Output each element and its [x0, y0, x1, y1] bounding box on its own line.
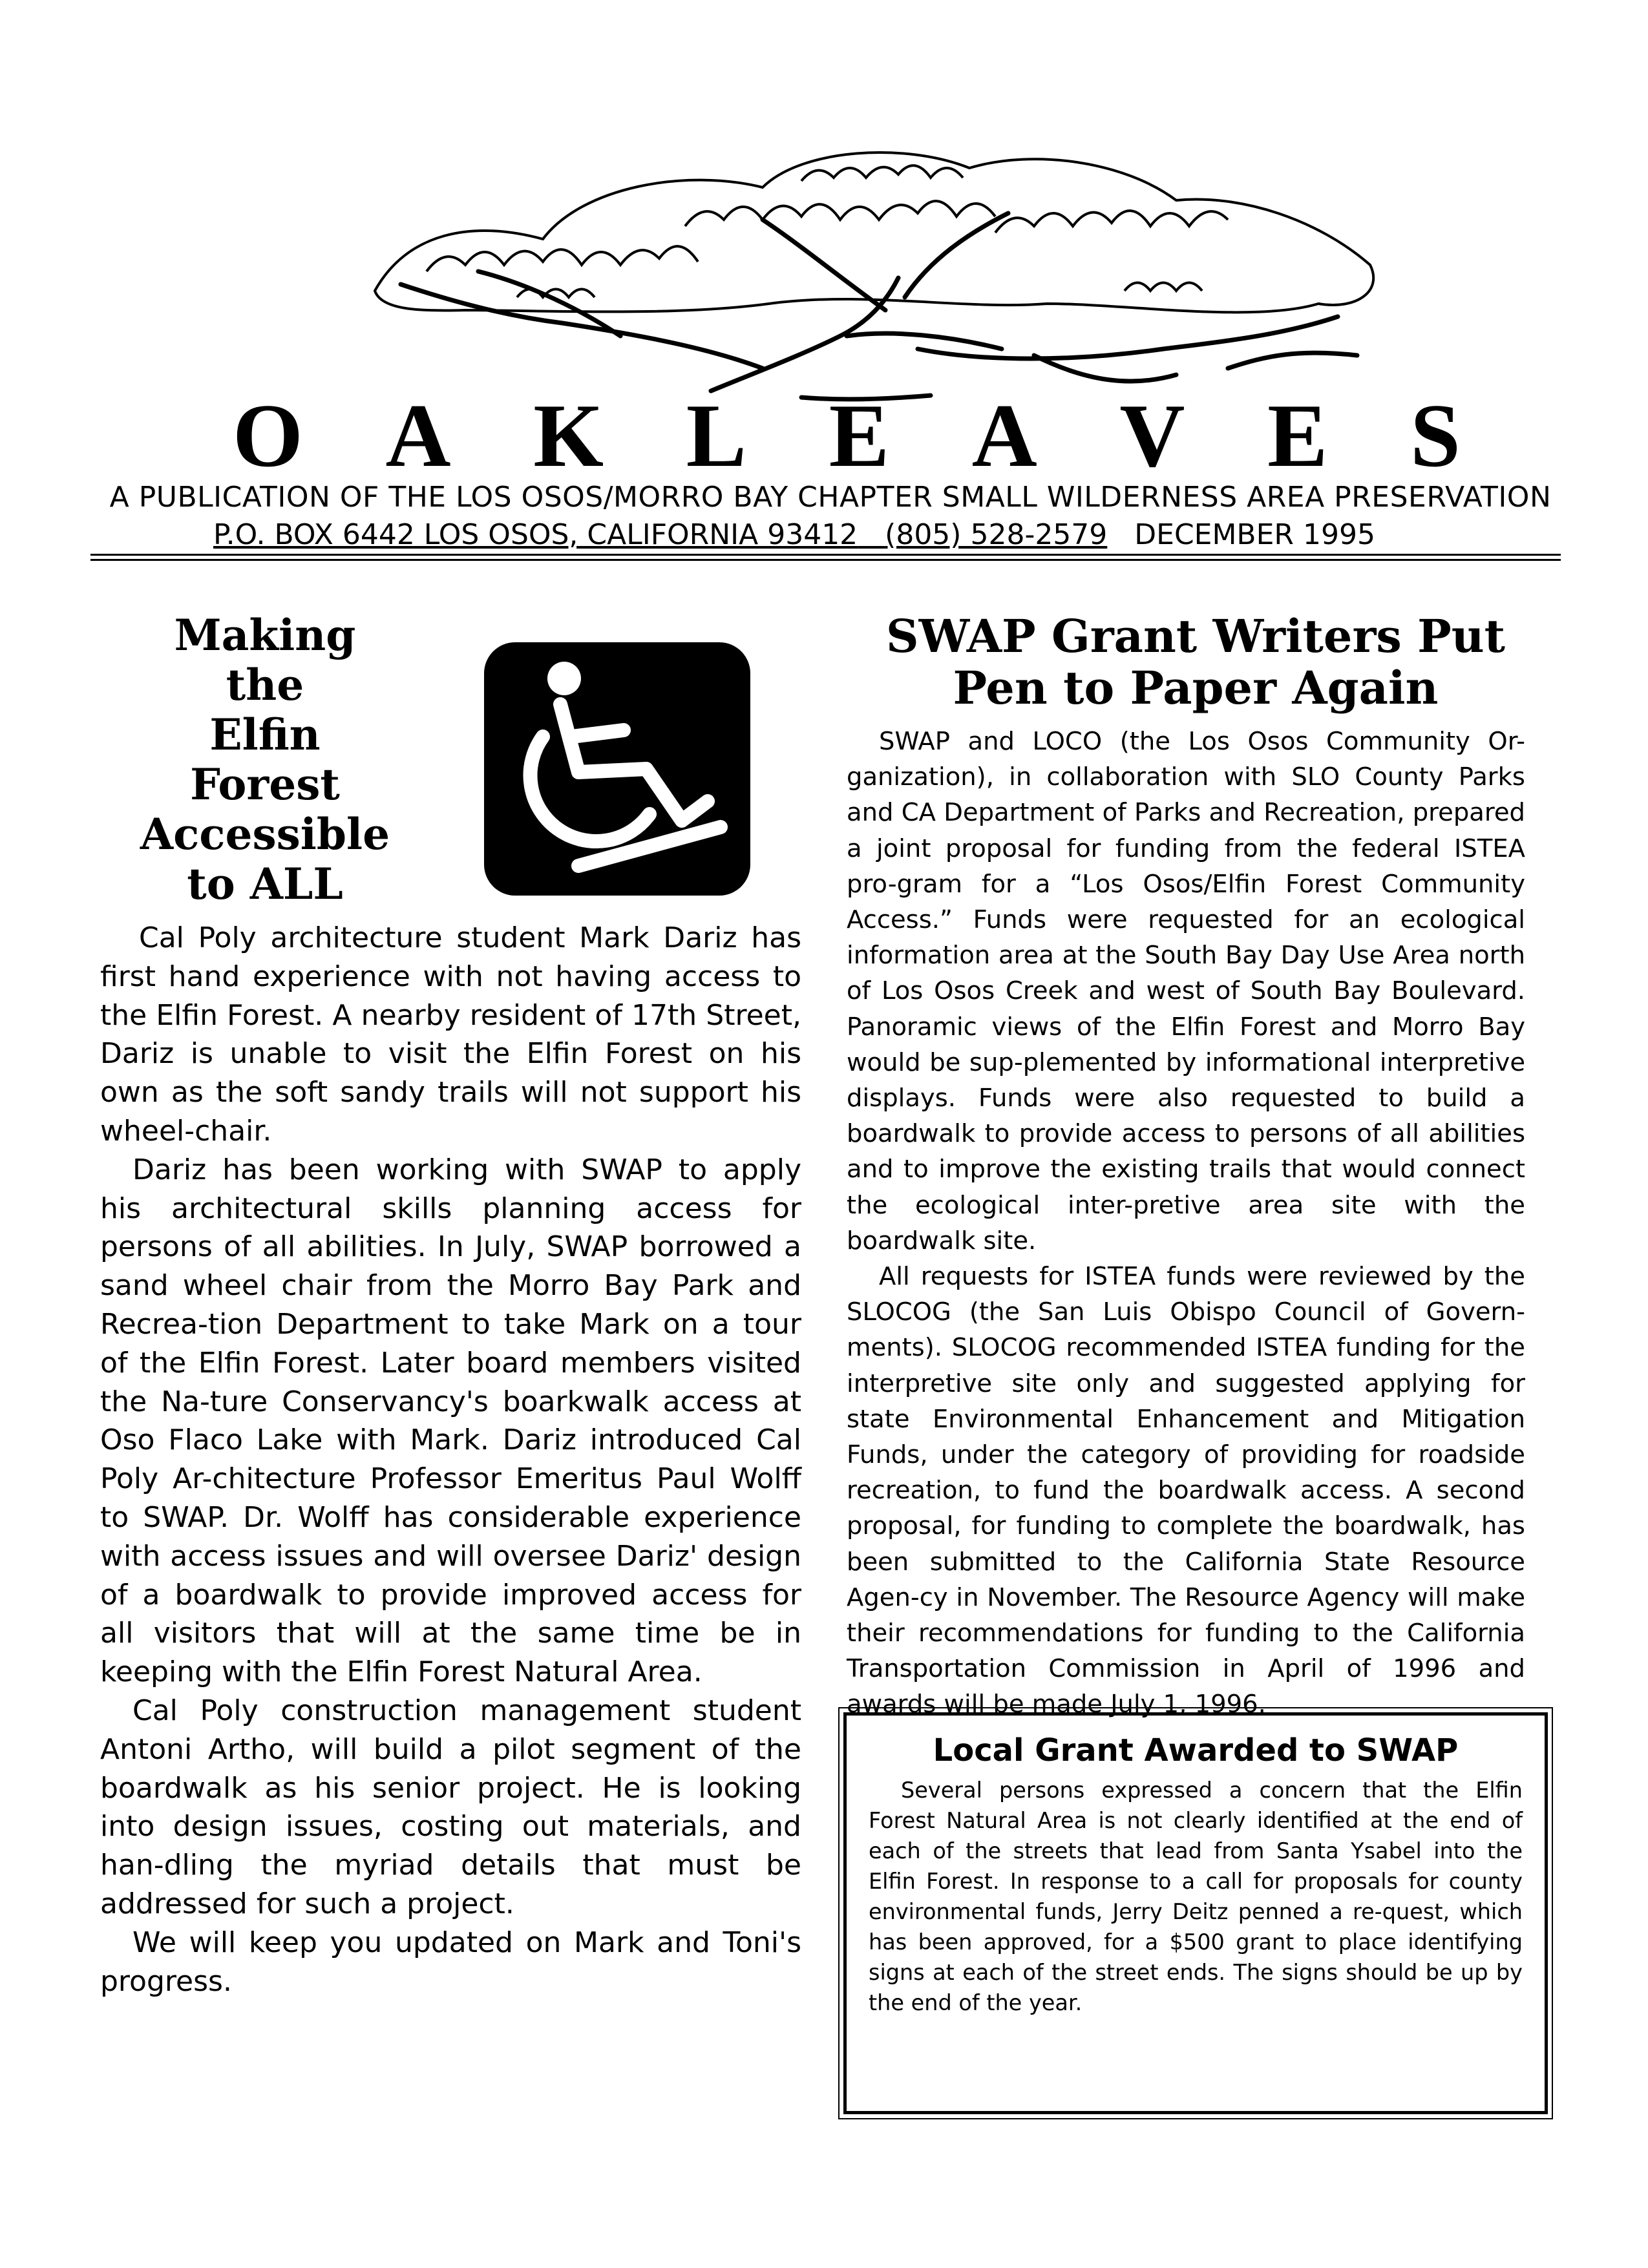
local-grant-box: [843, 1712, 1548, 2114]
paragraph: All requests for ISTEA funds were reviewed by the SLOCOG (the San Luis Obispo Council of Govern-ments). SLOCOG recommended ISTEA funding for the interpretive site only and suggested applying for state Environmental Enhancement and Mitigation Funds, under the category of providing for roadside recreation, to fund the boardwalk access. A second proposal, for funding to complete the boardwalk, has been submitted to the California State Resource Agen-cy in November. The Resource Agency will make their recommendations for funding to the California Transportation Commission in April of 1996 and awards will be made July 1, 1996.: [847, 1262, 1525, 1719]
title-letter: V: [1119, 386, 1185, 486]
issue-date: DECEMBER 1995: [1134, 518, 1375, 551]
right-article-headline: [840, 611, 1551, 714]
headline-line: the: [226, 660, 304, 710]
title-letter: E: [1267, 386, 1328, 486]
title-letter: O: [233, 386, 303, 486]
headline-line: to ALL: [187, 859, 343, 909]
headline-line: Making: [174, 610, 356, 660]
title-letter: K: [533, 386, 604, 486]
right-article-body: [847, 724, 1525, 1723]
box-title: Local Grant Awarded to SWAP: [933, 1732, 1459, 1769]
oak-tree-illustration: [349, 142, 1396, 414]
newsletter-title: [233, 388, 1461, 485]
phone-number: (805) 528-2579: [885, 518, 1108, 551]
title-letter: E: [829, 386, 890, 486]
paragraph: We will keep you updated on Mark and Toni's progress.: [100, 1926, 801, 1998]
address-line: [213, 517, 1375, 553]
headline-line: Accessible: [140, 809, 390, 859]
title-letter: A: [385, 386, 451, 486]
paragraph: Cal Poly construction management student Antoni Artho, will build a pilot segment of the boardwalk as his senior project. He is looking into design issues, costing out materials, and han-dling the myriad details that must be addressed for such a project.: [100, 1694, 801, 1920]
paragraph: SWAP and LOCO (the Los Osos Community Or-ganization), in collaboration with SLO County Parks and CA Department of Parks and Recreation, prepared a joint proposal for funding from the federal ISTEA pro-gram for a “Los Osos/Elfin Forest Community Access.” Funds were requested for an ecological information area at the South Bay Day Use Area north of Los Osos Creek and west of South Bay Boulevard. Panoramic views of the Elfin Forest and Morro Bay would be sup-plemented by informational interpretive displays. Funds were also requested to build a boardwalk to provide access to persons of all abilities and to improve the existing trails that would connect the ecological inter-pretive area site with the boardwalk site.: [847, 727, 1525, 1255]
headline-line: Elfin: [209, 709, 321, 760]
title-letter: S: [1410, 386, 1461, 486]
headline-line: SWAP Grant Writers Put: [886, 609, 1505, 663]
paragraph: Cal Poly architecture student Mark Dariz has first hand experience with not having access to the Elfin Forest. A nearby resident of 17th Street, Dariz is unable to visit the Elfin Forest on his own as the soft sandy trails will not support his wheel-chair.: [100, 921, 801, 1148]
mailing-address: P.O. BOX 6442 LOS OSOS, CALIFORNIA 93412: [213, 518, 858, 551]
paragraph: Dariz has been working with SWAP to apply his architectural skills planning access for persons of all abilities. In July, SWAP borrowed a sand wheel chair from the Morro Bay Park and Recrea-tion Department to take Mark on a tour of the Elfin Forest. Later board members visited the Na-ture Conservancy's boarkwalk access at Oso Flaco Lake with Mark. Dariz introduced Cal Poly Ar-chitecture Professor Emeritus Paul Wolff to SWAP. Dr. Wolff has considerable experience with access issues and will oversee Dariz' design of a boardwalk to provide improved access for all visitors that will at the same time be in keeping with the Elfin Forest Natural Area.: [100, 1153, 801, 1689]
box-text: Several persons expressed a concern that the Elfin Forest Natural Area is not clearly identified at the end of each of the streets that lead from Santa Ysabel into the Elfin Forest. In response to a call for proposals for county environmental funds, Jerry Deitz penned a re-quest, which has been approved, for a $500 grant to place identifying signs at each of the street ends. The signs should be up by the end of the year.: [869, 1778, 1523, 2015]
title-letter: L: [686, 386, 747, 486]
headline-line: Pen to Paper Again: [953, 661, 1439, 715]
masthead-rule: [90, 554, 1561, 556]
left-article-headline: [107, 611, 423, 909]
left-article-body: [100, 919, 801, 2000]
publication-line: A PUBLICATION OF THE LOS OSOS/MORRO BAY CHAPTER SMALL WILDERNESS AREA PRESERVATION: [109, 481, 1552, 514]
headline-line: Forest: [190, 759, 340, 810]
title-letter: A: [971, 386, 1037, 486]
masthead-rule: [90, 559, 1561, 561]
wheelchair-access-icon: [481, 640, 753, 898]
